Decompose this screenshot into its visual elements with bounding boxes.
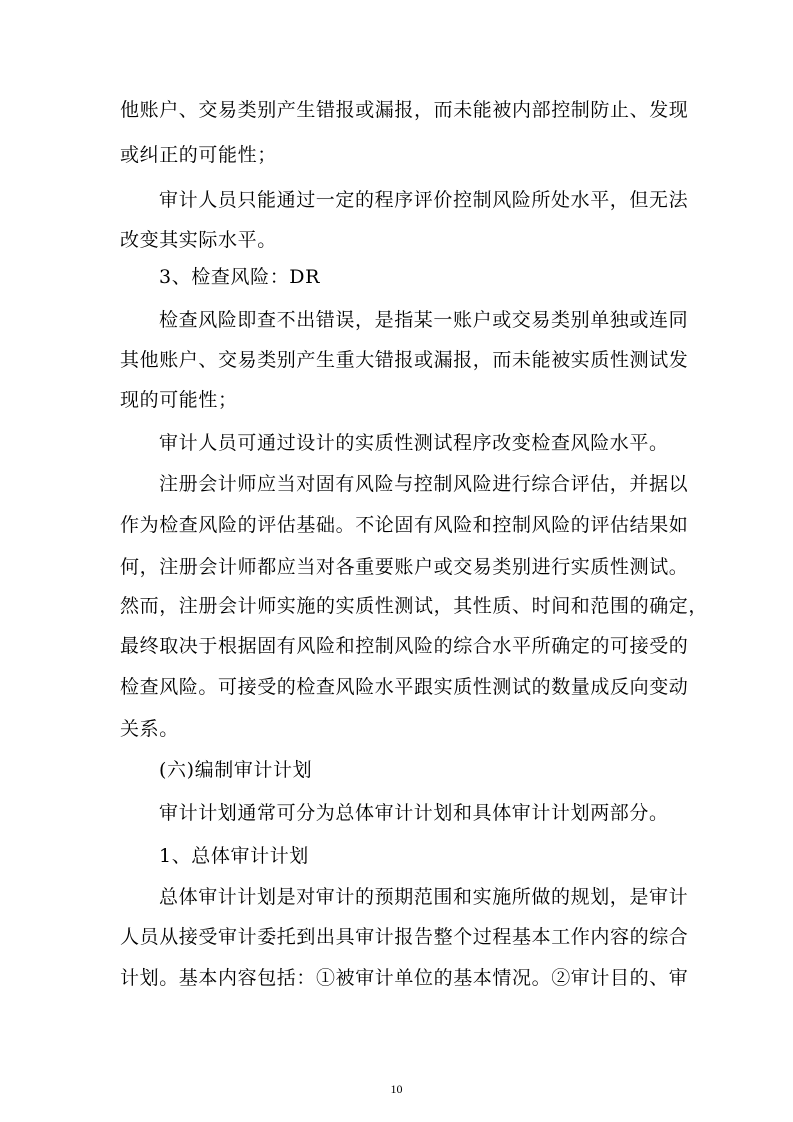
body-text-line: 总体审计计划是对审计的预期范围和实施所做的规划，是审计 <box>159 886 689 908</box>
body-text-line: 或纠正的可能性； <box>120 144 277 166</box>
body-text-line: 计划。基本内容包括：①被审计单位的基本情况。②审计目的、审 <box>120 967 689 989</box>
section-heading: (六)编制审计计划 <box>159 759 313 781</box>
section-heading: 3、检查风险：DR <box>159 266 321 288</box>
page-number: 10 <box>390 1082 403 1096</box>
body-text-line: 检查风险。可接受的检查风险水平跟实质性测试的数量成反向变动 <box>120 676 689 698</box>
body-text-line: 审计计划通常可分为总体审计计划和具体审计计划两部分。 <box>159 802 669 824</box>
body-text-line: 最终取决于根据固有风险和控制风险的综合水平所确定的可接受的 <box>120 635 689 657</box>
section-heading: 1、总体审计计划 <box>159 845 309 867</box>
body-text-line: 注册会计师应当对固有风险与控制风险进行综合评估，并据以 <box>159 473 689 495</box>
body-text-line: 作为检查风险的评估基础。不论固有风险和控制风险的评估结果如 <box>120 514 689 536</box>
body-text-line: 现的可能性； <box>120 389 238 411</box>
body-text-line: 关系。 <box>120 718 179 740</box>
body-text-line: 审计人员可通过设计的实质性测试程序改变检查风险水平。 <box>159 432 669 454</box>
body-text-line: 其他账户、交易类别产生重大错报或漏报，而未能被实质性测试发 <box>120 349 689 371</box>
body-text-line: 检查风险即查不出错误，是指某一账户或交易类别单独或连同 <box>159 309 689 331</box>
body-text-line: 审计人员只能通过一定的程序评价控制风险所处水平，但无法 <box>159 189 689 211</box>
body-text-line: 然而，注册会计师实施的实质性测试，其性质、时间和范围的确定， <box>120 595 709 617</box>
body-text-line: 何，注册会计师都应当对各重要账户或交易类别进行实质性测试。 <box>120 556 689 578</box>
body-text-line: 人员从接受审计委托到出具审计报告整个过程基本工作内容的综合 <box>120 926 689 948</box>
body-text-line: 他账户、交易类别产生错报或漏报，而未能被内部控制防止、发现 <box>120 99 689 121</box>
body-text-line: 改变其实际水平。 <box>120 229 277 251</box>
